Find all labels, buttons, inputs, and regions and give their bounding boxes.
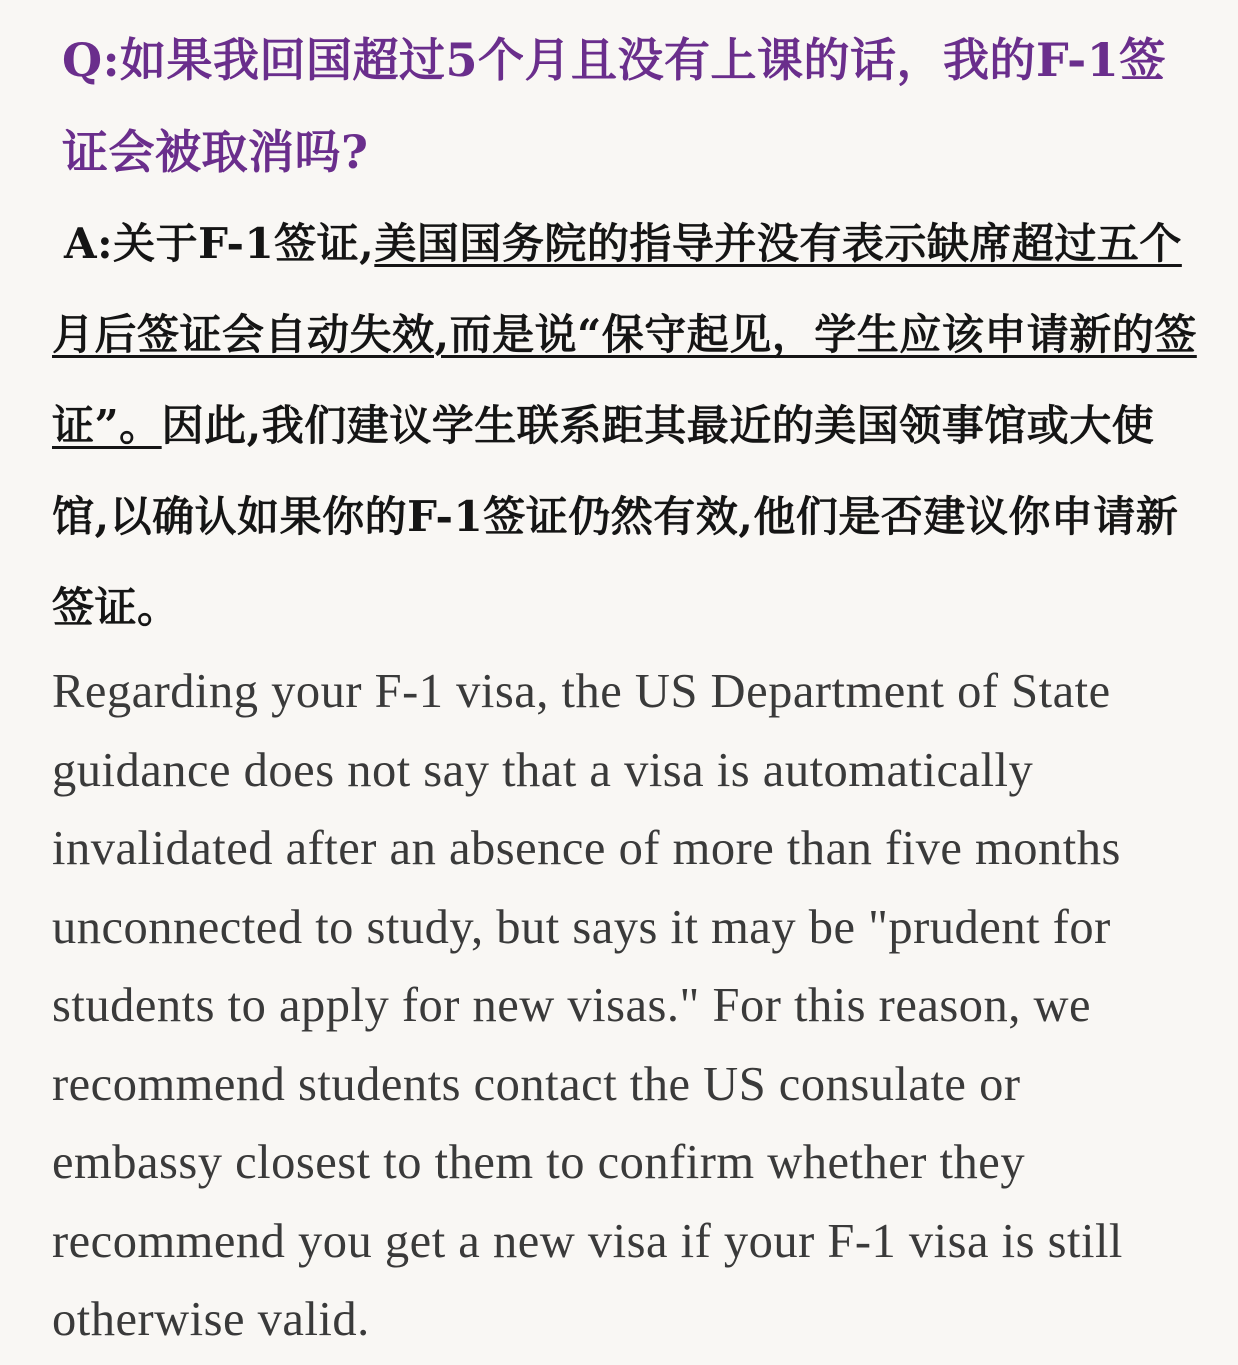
question-text: Q:如果我回国超过5个月且没有上课的话，我的F-1签证会被取消吗? <box>62 33 1166 179</box>
article-body <box>52 14 1202 1360</box>
answer-underlined-quote: 美国国务院的指导并没有表示缺席超过五个月后签证会自动失效,而是说“保守起见，学生应该申请新的签证”。 <box>52 219 1197 450</box>
answer-english: Regarding your F-1 visa, the US Department of State guidance does not say that a visa is automatically invalidated after an absence of more than five months unconnected to study, but says it may be "prudent for students to apply for new visas." For this reason, we recommend students contact the US consulate or embassy closest to them to confirm whether they recommend you get a new visa if your F-1 visa is still otherwise valid. <box>52 665 1123 1346</box>
answer-recommendation: 因此,我们建议学生联系距其最近的美国领事馆或大使馆,以确认如果你的F-1签证仍然有效,他们是否建议你申请新签证。 <box>52 401 1179 632</box>
answer-chinese <box>52 198 1202 653</box>
answer-prefix: A:关于F-1签证, <box>64 219 375 268</box>
